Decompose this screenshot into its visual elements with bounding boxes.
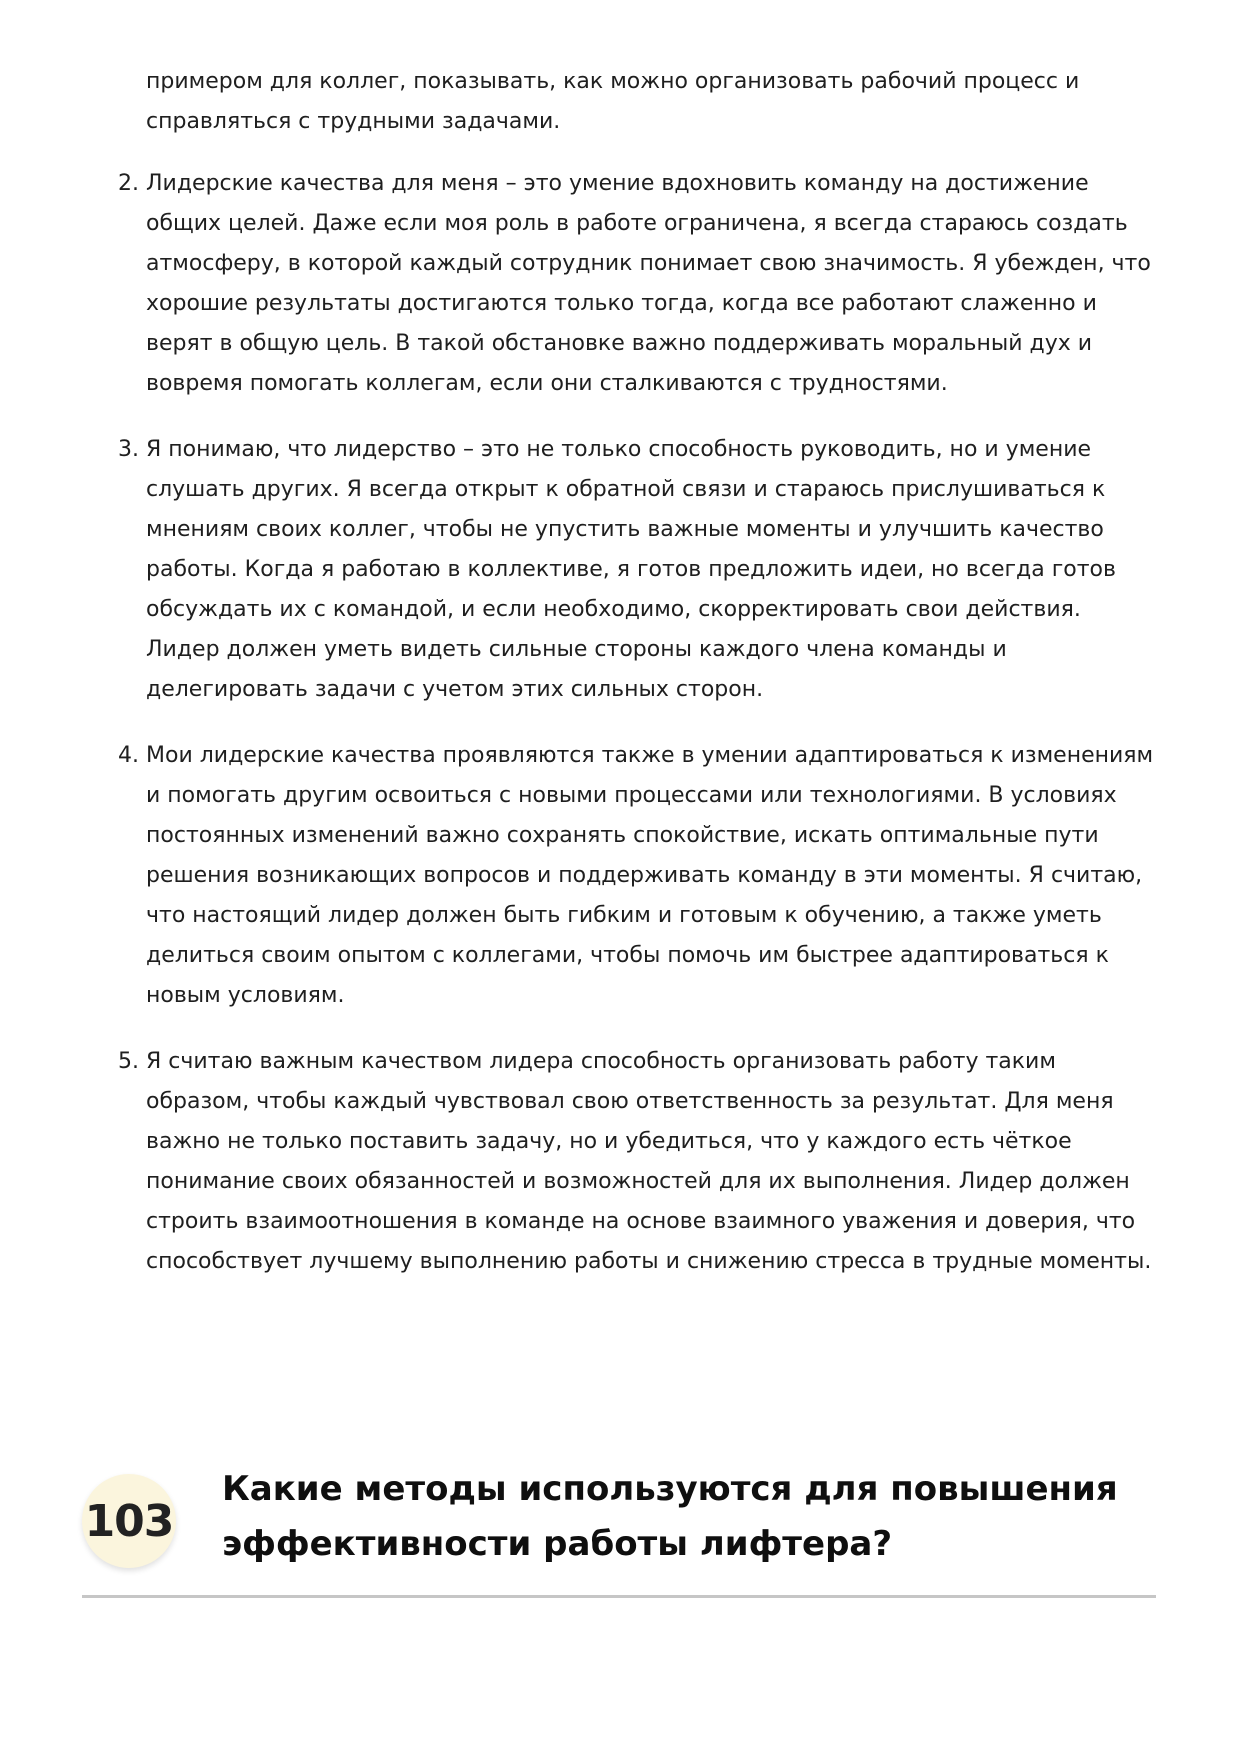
list-item-number: 4. (118, 743, 139, 768)
question-number-badge: 103 (82, 1474, 176, 1568)
question-title: Какие методы используются для повышения эффективности работы лифтера? (222, 1469, 1118, 1564)
list-item (118, 164, 1156, 404)
question-heading-block (82, 1462, 1156, 1598)
list-item-text: Я считаю важным качеством лидера способность организовать работу таким образом, чтобы каждый чувствовал свою ответственность за результат. Для меня важно не только поставить задачу, но и убедиться, что у каждого есть чёткое понимание своих обязанностей и возможностей для их выполнения. Лидер должен строить взаимоотношения в команде на основе взаимного уважения и доверия, что способствует лучшему выполнению работы и снижению стресса в трудные моменты. (146, 1049, 1152, 1274)
answer-list (118, 164, 1156, 1308)
list-item (118, 736, 1156, 1016)
list-item-number: 2. (118, 171, 139, 196)
list-item-text: Я понимаю, что лидерство – это не только способность руководить, но и умение слушать других. Я всегда открыт к обратной связи и стараюсь прислушиваться к мнениям своих коллег, чтобы не упустить важные моменты и улучшить качество работы. Когда я работаю в коллективе, я готов предложить идеи, но всегда готов обсуждать их с командой, и если необходимо, скорректировать свои действия. Лидер должен уметь видеть сильные стороны каждого члена команды и делегировать задачи с учетом этих сильных сторон. (146, 437, 1116, 702)
continuation-paragraph: примером для коллег, показывать, как можно организовать рабочий процесс и справляться с трудными задачами. (146, 69, 1080, 134)
list-item-number: 5. (118, 1049, 139, 1074)
list-item-text: Мои лидерские качества проявляются также в умении адаптироваться к изменениям и помогать другим освоиться с новыми процессами или технологиями. В условиях постоянных изменений важно сохранять спокойствие, искать оптимальные пути решения возникающих вопросов и поддерживать команду в эти моменты. Я считаю, что настоящий лидер должен быть гибким и готовым к обучению, а также уметь делиться своим опытом с коллегами, чтобы помочь им быстрее адаптироваться к новым условиям. (146, 743, 1154, 1008)
heading-underline-divider (82, 1595, 1156, 1598)
list-item-text: Лидерские качества для меня – это умение вдохновить команду на достижение общих целей. Даже если моя роль в работе ограничена, я всегда стараюсь создать атмосферу, в которой каждый сотрудник понимает свою значимость. Я убежден, что хорошие результаты достигаются только тогда, когда все работают слаженно и верят в общую цель. В такой обстановке важно поддерживать моральный дух и вовремя помогать коллегам, если они сталкиваются с трудностями. (146, 171, 1151, 396)
list-item (118, 1042, 1156, 1282)
list-item-number: 3. (118, 437, 139, 462)
list-item (118, 430, 1156, 710)
